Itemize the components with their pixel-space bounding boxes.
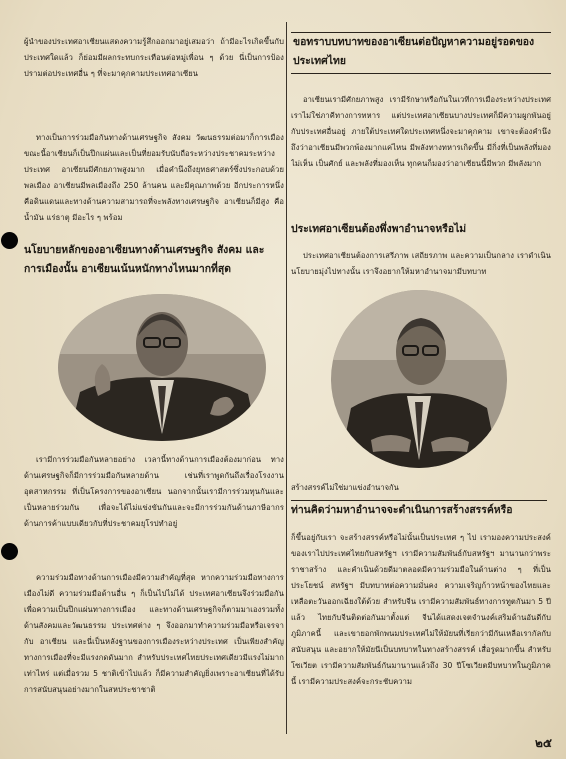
- right-paragraph-1: อาเซียนเรามีศักยภาพสูง เรามีรักษาหรือกันในเวทีการเมืองระหว่างประเทศ เราไม่ใช่ภาคีทางการทหาร แต่ประเทศอาเซียนบางประเทศก็มีความผูกพันอยู่กับประเทศอื่นอยู่ ภายใต้ประเทศใดประเทศหนึ่งจะมาคุกคาม เขาจะต้องคำนึงถึงว่าอาเซียนมีพวกพ้องมากแค่ไหน มีพลังทางทหารเกิดขึ้น มีกิ่งที่เป็นพลังที่มองไม่เห็น เป็นศักย์ และพลังที่มองเห็น ทุกคนก็มองว่าอาเซียนนี้มีพวก มีพลังมาก: [291, 95, 551, 168]
- right-paragraph-3: ก็ขึ้นอยู่กับเรา จะสร้างสรรค์หรือไม่นั้นเป็นประเทศ ๆ ไป เรามองความประสงค์ของเราไปประเทศไทยกับสหรัฐฯ เรามีความสัมพันธ์กับสหรัฐฯ มานานกว่าพระราชาสร้าง และคำเนินด้วยดีมาตลอดมีความร่วมมือในด้านต่าง ๆ ที่เป็นประโยชน์ สหรัฐฯ มีบทบาทต่อความมั่นคง ความเจริญก้าวหน้าของไทยและเหลือตะวันออกเฉียงใต้ด้วย สำหรับจีน เรามีความสัมพันธ์ทางการทูตกันมา 5 ปีแล้ว ไทยกับจีนติดต่อกันมาตั้งแต่ จีนได้แสดงเจตจำนงค์เสริมด้านอันดีกับภูมิภาคนี้ และเขายอกพักพนมประเทศไม่ให้มัยนที่เรียกว่ามีกันเหลือเรากัลกับสนับสนุน และอยากให้มัยนีเป็นบทบาทในทางสร้างสรรค์ เสื่อรูดมากขึ้น สำหรับโซเวียต เรามีความสัมพันธ์กันมานานแล้วถึง 30 ปีโซเวียตมีบทบาทในภูมิภาคนี้ เรามีความประสงค์จะกระชับความ: [291, 533, 551, 686]
- right-question-heading-2: ประเทศอาเซียนต้องพึ่งพาอำนาจหรือไม่: [291, 223, 467, 235]
- left-paragraph-1: ผู้นำของประเทศอาเซียนแสดงความรู้สึกออกมาอยู่เสมอว่า ถ้ามีอะไรเกิดขึ้นกับประเทศใดแล้ว ก็ย่อมมีผลกระทบกระเทือนต่อหมู่เพื่อน ๆ ด้วย นี่เป็นการป้องปรามต่อประเทศอื่น ๆ ที่จะมาคุกคามประเทศอาเซียน: [24, 37, 284, 78]
- binder-hole-top: [1, 232, 18, 249]
- right-paragraph-2: ประเทศอาเซียนต้องการเสรีภาพ เสถียรภาพ และความเป็นกลาง เราดำเนินนโยบายมุ่งไปทางนั้น เราจึงอยากให้มหาอำนาจมามีบทบาท: [291, 251, 551, 276]
- portrait-photo-right: [331, 290, 507, 468]
- right-question-heading-1: ขอทราบบทบาทของอาเซียนต่อปัญหาความอยู่รอดของประเทศไทย: [291, 32, 551, 74]
- photo-caption: สร้างสรรค์ไม่ใช่มาแข่งอำนาจกัน: [291, 483, 399, 492]
- left-question-heading: นโยบายหลักของอาเซียนทางด้านเศรษฐกิจ สังคม และการเมืองนั้น อาเซียนเน้นหนักทางไหนมากที่สุด: [24, 244, 265, 275]
- left-paragraph-3: เรามีการร่วมมือกันหลายอย่าง เวลานี้ทางด้านการเมืองต้องมาก่อน ทางด้านเศรษฐกิจก็มีการร่วมมือกันหลายด้าน เช่นที่เราพูดกันถึงเรื่องโรงงานอุตสาหกรรม ที่เป็นโครงการของอาเซียน นอกจากนั้นเรามีการร่วมทุนกันและเป็นหลายร่วมกัน เพื่อจะได้ไม่แข่งขันกันและจะมีการร่วมกันด้านภาษีอากร ด้านการค้าแบบเดียวกับที่ประชาคมยุโรปทำอยู่: [24, 455, 284, 528]
- page-number: ๒๕: [535, 736, 552, 750]
- left-paragraph-2: ทางเป็นการร่วมมือกันทางด้านเศรษฐกิจ สังคม วัฒนธรรมต่อมาก็การเมือง ขณะนี้อาเซียนก็เป็นปึกแผ่นและเป็นที่ยอมรับนับถือระหว่างประชาคมระหว่างประเทศ อาเซียนมีศักยภาพสูงมาก เมื่อคำนึงถึงยุทธศาสตร์ซึ่งประกอบด้วยพลเมือง อาเซียนมีพลเมืองถึง 250 ล้านคน และมีคุณภาพด้วย อีกประการหนึ่งคือดินแดนและทางด้านความสามารถที่จะพลังทางเศรษฐกิจ อาเซียนก็มีสูง คือ น้ำมัน แร่ธาตุ มีอะไร ๆ พร้อม: [24, 133, 284, 222]
- column-divider: [286, 22, 287, 734]
- left-paragraph-4: ความร่วมมือทางด้านการเมืองมีความสำคัญที่สุด หากความร่วมมือทางการเมืองไม่ดี ความร่วมมือด้านอื่น ๆ ก็เป็นไปไม่ได้ ประเทศอาเซียนจึงร่วมมือกันเพื่อความเป็นปึกแผ่นทางการเมือง และทางด้านเศรษฐกิจก็ตามมาเองรวมทั้งด้านสังคมและวัฒนธรรม ประเทศต่าง ๆ จึงออกมาทำความร่วมมือหรือเจรจากับ อาเซียน และนี่เป็นหลังฐานของการเมืองระหว่างประเทศ เป็นเพียงสำคัญทางการเมืองที่จะมีแรงกดดันมาก สำหรับประเทศไทยประเทศเดียวมีแรงไม่มากเท่าไหร่ แต่เมื่อรวม 5 ชาติเข้าไปแล้ว ก็มีความสำคัญยิ่งเพราะอาเซียนที่ได้รับการสนับสนุนอย่างมากในสหประชาชาติ: [24, 573, 284, 694]
- right-question-heading-3: ท่านคิดว่ามหาอำนาจจะดำเนินการสร้างสรรค์หรือ: [291, 500, 547, 521]
- portrait-photo-left: [58, 294, 266, 441]
- binder-hole-bottom: [1, 543, 18, 560]
